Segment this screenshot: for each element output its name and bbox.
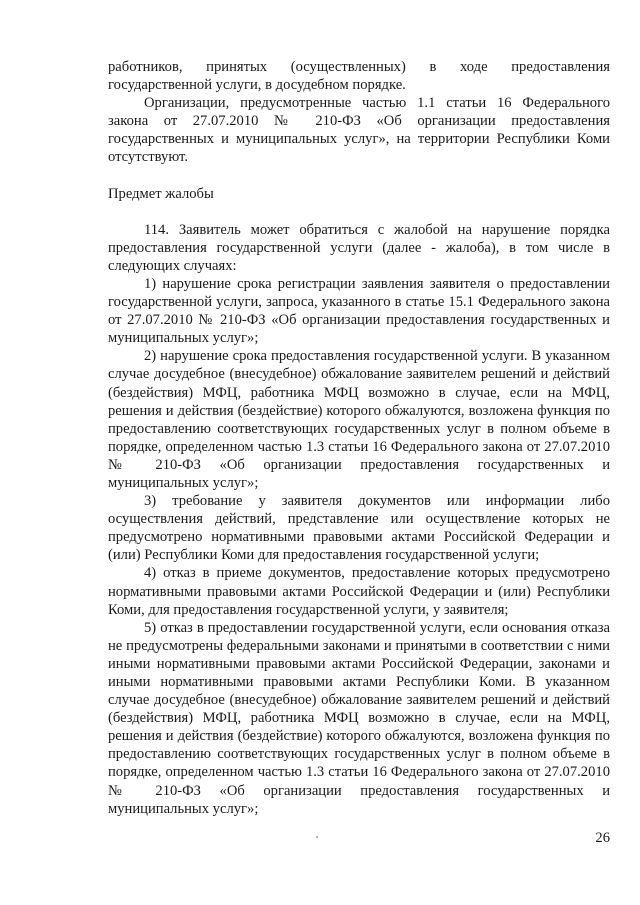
list-item-4: 4) отказ в приеме документов, предоставление которых предусмотрено нормативными правовыми актами Российской Федерации и (или) Республики Коми, для предоставления государственной услуги, у заявителя;	[108, 565, 610, 618]
paragraph-continuation: работников, принятых (осуществленных) в ходе предоставления государственной услуги, в досудебном порядке.	[108, 59, 610, 94]
list-item-1: 1) нарушение срока регистрации заявления заявителя о предоставлении государственной услуги, запроса, указанного в статье 15.1 Федерального закона от 27.07.2010 № 210-ФЗ «Об организации предоставления государственных и муниципальных услуг»;	[108, 275, 610, 347]
list-item-3: 3) требование у заявителя документов или информации либо осуществления действий, представление или осуществление которых не предусмотрено нормативными правовыми актами Российской Федерации и (или) Республики Коми для предоставления государственной услуги;	[108, 493, 610, 564]
list-item-2: 2) нарушение срока предоставления государственной услуги. В указанном случае досудебное (внесудебное) обжалование заявителем решений и действий (бездействия) МФЦ, работника МФЦ возможно в случае, если на МФЦ, решения и действия (бездействие) которого обжалуются, возложена функция по предоставлению соответствующих государственных услуг в полном объеме в порядке, определенном частью 1.3 статьи 16 Федерального закона от 27.07.2010 № 210-ФЗ «Об организации предоставления государственных и муниципальных услуг»;	[108, 348, 610, 491]
scan-artifact	[316, 836, 318, 838]
paragraph-114: 114. Заявитель может обратиться с жалобой на нарушение порядка предоставления государственной услуги (далее - жалоба), в том числе в следующих случаях:	[108, 221, 610, 274]
page-number: 26	[595, 830, 610, 846]
paragraph-organizations: Организации, предусмотренные частью 1.1 статьи 16 Федерального закона от 27.07.2010 № 210-ФЗ «Об организации предоставления государственных и муниципальных услуг», на территории Республики Коми отсутствуют.	[108, 95, 610, 166]
document-body	[108, 58, 610, 818]
section-heading: Предмет жалобы	[108, 185, 214, 202]
list-item-5: 5) отказ в предоставлении государственной услуги, если основания отказа не предусмотрены федеральными законами и принятыми в соответствии с ними иными нормативными правовыми актами Российской Федерации, законами и иными нормативными правовыми актами Республики Коми. В указанном случае досудебное (внесудебное) обжалование заявителем решений и действий (бездействия) МФЦ, работника МФЦ возможно в случае, если на МФЦ, решения и действия (бездействие) которого обжалуются, возложена функция по предоставлению соответствующих государственных услуг в полном объеме в порядке, определенном частью 1.3 статьи 16 Федерального закона от 27.07.2010 № 210-ФЗ «Об организации предоставления государственных и муниципальных услуг»;	[108, 619, 610, 817]
